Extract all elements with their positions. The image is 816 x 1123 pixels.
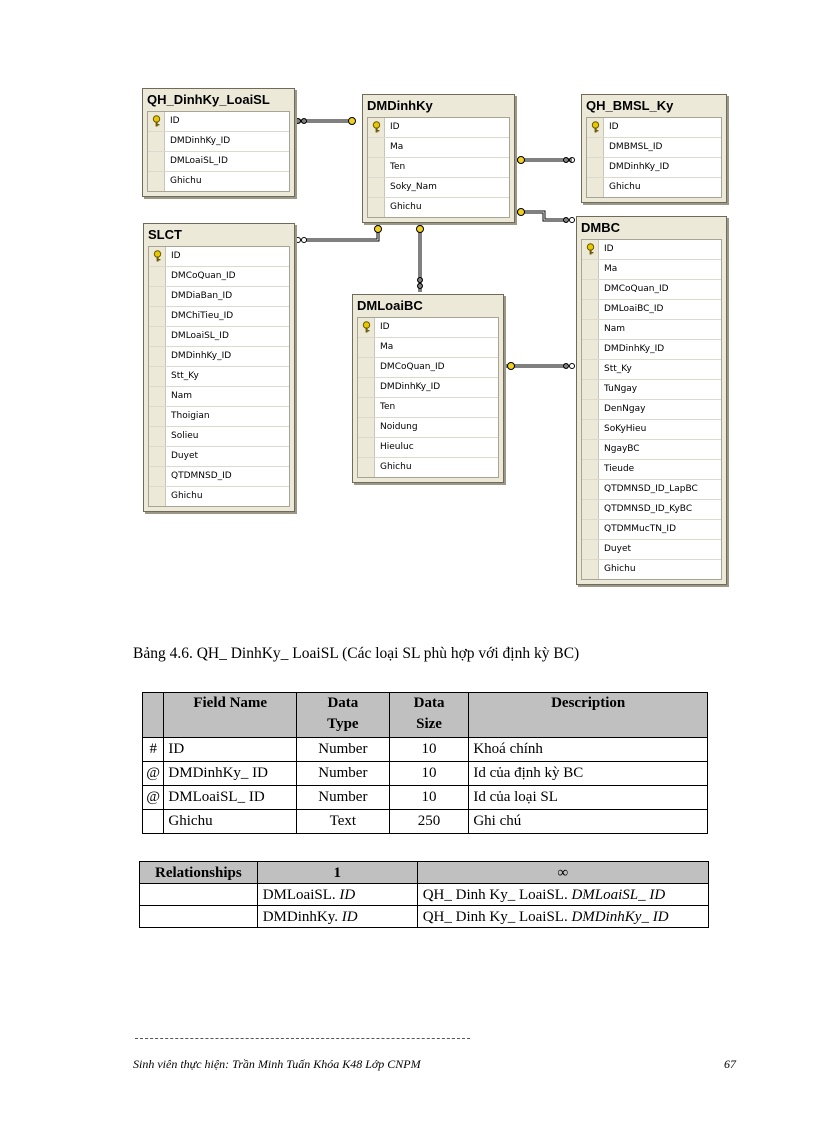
entity-field: NgayBC: [582, 440, 721, 460]
row-many-side: QH_ Dinh Ky_ LoaiSL. DMLoaiSL_ ID: [417, 884, 708, 906]
entity-slct[interactable]: [143, 223, 295, 512]
entity-field: Soky_Nam: [368, 178, 509, 198]
row-data-type: Number: [296, 738, 389, 762]
entity-dmbc[interactable]: [576, 216, 727, 585]
entity-field: QTDMMucTN_ID: [582, 520, 721, 540]
entity-field: ID: [582, 240, 721, 260]
field-table: [142, 692, 708, 834]
footer-divider: [135, 1038, 470, 1039]
entity-field: DMDinhKy_ID: [148, 132, 289, 152]
table-caption: Bảng 4.6. QH_ DinhKy_ LoaiSL (Các loại SL phù hợp với định kỳ BC): [133, 645, 580, 662]
row-one-side: DMLoaiSL. ID: [257, 884, 417, 906]
entity-field: DenNgay: [582, 400, 721, 420]
row-data-size: 250: [389, 810, 469, 834]
row-data-size: 10: [389, 762, 469, 786]
footer-author: Sinh viên thực hiện: Trần Minh Tuấn Khóa K48 Lớp CNPM: [133, 1057, 421, 1071]
entity-field: Ghichu: [148, 172, 289, 191]
entity-field: QTDMNSD_ID_KyBC: [582, 500, 721, 520]
entity-field: TuNgay: [582, 380, 721, 400]
field-table-header: [143, 693, 708, 738]
entity-title: SLCT: [148, 227, 182, 242]
entity-field: Stt_Ky: [582, 360, 721, 380]
key-icon: [152, 250, 163, 262]
many-endpoint: [296, 238, 307, 243]
entity-title: DMDinhKy: [367, 98, 433, 113]
entity-field: ID: [149, 247, 289, 267]
entity-field: DMDinhKy_ID: [582, 340, 721, 360]
header-many: ∞: [417, 862, 708, 884]
entity-field: DMBMSL_ID: [587, 138, 721, 158]
key-endpoint: [375, 226, 382, 233]
entity-field: DMDiaBan_ID: [149, 287, 289, 307]
entity-dmloaibc[interactable]: [352, 294, 504, 483]
entity-field: DMDinhKy_ID: [358, 378, 498, 398]
entity-field: Ghichu: [149, 487, 289, 506]
table-row: [143, 738, 708, 762]
entity-field: Ma: [368, 138, 509, 158]
entity-field: DMLoaiSL_ID: [149, 327, 289, 347]
key-endpoint: [349, 118, 356, 125]
row-symbol: @: [143, 762, 164, 786]
row-relationship: [140, 884, 258, 906]
table-row: [140, 906, 709, 928]
row-data-size: 10: [389, 786, 469, 810]
header-description: Description: [469, 693, 708, 738]
row-symbol: @: [143, 786, 164, 810]
entity-field: Ghichu: [587, 178, 721, 197]
row-description: Id của định kỳ BC: [469, 762, 708, 786]
key-endpoint: [508, 363, 515, 370]
relationships-table: [139, 861, 709, 928]
entity-field: ID: [368, 118, 509, 138]
entity-field: Ma: [582, 260, 721, 280]
table-row: [140, 884, 709, 906]
entity-field: Solieu: [149, 427, 289, 447]
entity-field: Ten: [368, 158, 509, 178]
entity-field: DMChiTieu_ID: [149, 307, 289, 327]
row-relationship: [140, 906, 258, 928]
row-description: Ghi chú: [469, 810, 708, 834]
key-icon: [151, 115, 162, 127]
header-field-name: Field Name: [164, 693, 297, 738]
row-data-type: Text: [296, 810, 389, 834]
row-data-type: Number: [296, 762, 389, 786]
entity-field: Nam: [582, 320, 721, 340]
key-endpoint: [518, 209, 525, 216]
entity-field: Ghichu: [358, 458, 498, 477]
entity-field: Nam: [149, 387, 289, 407]
entity-field: DMCoQuan_ID: [149, 267, 289, 287]
entity-field: DMDinhKy_ID: [587, 158, 721, 178]
key-endpoint: [518, 157, 525, 164]
key-endpoint: [417, 226, 424, 233]
header-relationships: Relationships: [140, 862, 258, 884]
entity-field: DMCoQuan_ID: [582, 280, 721, 300]
row-symbol: #: [143, 738, 164, 762]
table-row: [143, 762, 708, 786]
entity-field: Noidung: [358, 418, 498, 438]
key-icon: [590, 121, 601, 133]
row-data-size: 10: [389, 738, 469, 762]
row-field-name: DMLoaiSL_ ID: [164, 786, 297, 810]
entity-title: DMBC: [581, 220, 620, 235]
entity-field: DMCoQuan_ID: [358, 358, 498, 378]
entity-field: Thoigian: [149, 407, 289, 427]
entity-field: Duyet: [149, 447, 289, 467]
entity-title: QH_DinhKy_LoaiSL: [147, 92, 270, 107]
row-data-type: Number: [296, 786, 389, 810]
table-row: [143, 810, 708, 834]
row-many-side: QH_ Dinh Ky_ LoaiSL. DMDinhKy_ ID: [417, 906, 708, 928]
entity-field: ID: [587, 118, 721, 138]
entity-field: QTDMNSD_ID: [149, 467, 289, 487]
header-data-type: Data Type: [296, 693, 389, 738]
entity-field: Ten: [358, 398, 498, 418]
header-one: 1: [257, 862, 417, 884]
row-field-name: Ghichu: [164, 810, 297, 834]
entity-dmdinhky[interactable]: [362, 94, 515, 223]
header-symbol: [143, 693, 164, 738]
key-icon: [361, 321, 372, 333]
row-field-name: DMDinhKy_ ID: [164, 762, 297, 786]
line-dmdinhky-slct: [306, 222, 378, 240]
header-data-size: Data Size: [389, 693, 469, 738]
entity-field: Duyet: [582, 540, 721, 560]
entity-field: Tieude: [582, 460, 721, 480]
entity-field: ID: [358, 318, 498, 338]
entity-field: Hieuluc: [358, 438, 498, 458]
relationships-header: [140, 862, 709, 884]
entity-field: QTDMNSD_ID_LapBC: [582, 480, 721, 500]
entity-qh-dinhky-loaisl[interactable]: [142, 88, 295, 197]
key-icon: [585, 243, 596, 255]
key-icon: [371, 121, 382, 133]
row-symbol: [143, 810, 164, 834]
entity-field: Stt_Ky: [149, 367, 289, 387]
row-one-side: DMDinhKy. ID: [257, 906, 417, 928]
entity-field: Ghichu: [368, 198, 509, 217]
entity-field: DMLoaiSL_ID: [148, 152, 289, 172]
entity-field: SoKyHieu: [582, 420, 721, 440]
entity-field: Ghichu: [582, 560, 721, 579]
table-row: [143, 786, 708, 810]
entity-field: DMLoaiBC_ID: [582, 300, 721, 320]
entity-title: DMLoaiBC: [357, 298, 423, 313]
row-description: Id của loại SL: [469, 786, 708, 810]
entity-qh-bmsl-ky[interactable]: [581, 94, 727, 203]
row-description: Khoá chính: [469, 738, 708, 762]
page-number: 67: [724, 1057, 736, 1071]
entity-field: ID: [148, 112, 289, 132]
entity-field: Ma: [358, 338, 498, 358]
entity-title: QH_BMSL_Ky: [586, 98, 674, 113]
row-field-name: ID: [164, 738, 297, 762]
entity-field: DMDinhKy_ID: [149, 347, 289, 367]
